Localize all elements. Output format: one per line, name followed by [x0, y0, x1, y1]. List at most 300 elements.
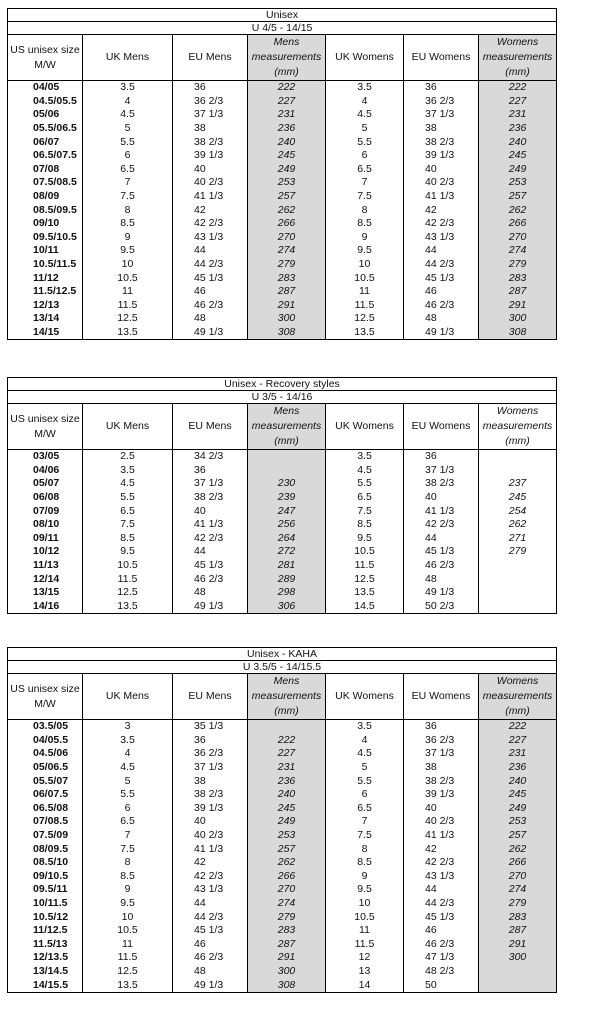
table-body [8, 81, 557, 340]
cell-eu-womens: 43 1/3 [404, 870, 479, 884]
table-row [8, 108, 557, 122]
cell-womens-measurement: 262 [479, 518, 557, 532]
table-row [8, 842, 557, 856]
table-row [8, 81, 557, 95]
cell-uk-mens: 10.5 [83, 924, 173, 938]
table-row [8, 149, 557, 163]
cell-eu-mens: 38 [173, 122, 248, 136]
cell-womens-measurement: 308 [479, 326, 557, 340]
cell-mens-measurement: 283 [248, 924, 326, 938]
cell-eu-mens: 36 [173, 81, 248, 95]
cell-eu-womens: 48 2/3 [404, 965, 479, 979]
cell-uk-mens: 11.5 [83, 572, 173, 586]
cell-uk-mens: 7 [83, 829, 173, 843]
cell-us-size: 07/08.5 [8, 815, 83, 829]
cell-us-size: 06.5/07.5 [8, 149, 83, 163]
cell-eu-womens: 45 1/3 [404, 910, 479, 924]
table-row [8, 883, 557, 897]
cell-womens-measurement: 245 [479, 491, 557, 505]
size-table-unisex [7, 8, 556, 340]
cell-uk-womens: 10.5 [326, 910, 404, 924]
table-row [8, 518, 557, 532]
table-range: U 4/5 - 14/15 [8, 22, 557, 35]
cell-eu-womens: 43 1/3 [404, 231, 479, 245]
cell-mens-measurement [248, 720, 326, 734]
header-eu-mens: EU Mens [173, 35, 248, 81]
cell-mens-measurement: 245 [248, 149, 326, 163]
cell-womens-measurement: 222 [479, 81, 557, 95]
cell-mens-measurement: 308 [248, 326, 326, 340]
cell-eu-womens: 45 1/3 [404, 271, 479, 285]
cell-us-size: 03.5/05 [8, 720, 83, 734]
cell-us-size: 12/13 [8, 299, 83, 313]
cell-us-size: 06.5/08 [8, 802, 83, 816]
cell-uk-womens: 13 [326, 965, 404, 979]
table-row [8, 299, 557, 313]
cell-eu-womens: 47 1/3 [404, 951, 479, 965]
cell-eu-mens: 39 1/3 [173, 149, 248, 163]
cell-uk-womens: 8 [326, 203, 404, 217]
cell-eu-womens: 38 [404, 122, 479, 136]
cell-us-size: 05.5/06.5 [8, 122, 83, 136]
cell-uk-womens: 10 [326, 897, 404, 911]
cell-eu-womens: 38 2/3 [404, 774, 479, 788]
cell-us-size: 08.5/10 [8, 856, 83, 870]
header-womens-measurements: Womens measurements (mm) [479, 404, 557, 450]
cell-uk-mens: 11 [83, 938, 173, 952]
table-row [8, 450, 557, 464]
table-row [8, 910, 557, 924]
cell-eu-mens: 40 2/3 [173, 176, 248, 190]
cell-uk-womens: 6 [326, 788, 404, 802]
cell-womens-measurement: 283 [479, 271, 557, 285]
table-row [8, 163, 557, 177]
cell-eu-womens: 46 2/3 [404, 559, 479, 573]
cell-uk-womens: 8 [326, 842, 404, 856]
cell-womens-measurement: 270 [479, 231, 557, 245]
cell-womens-measurement: 227 [479, 95, 557, 109]
cell-mens-measurement: 231 [248, 761, 326, 775]
cell-uk-womens: 7.5 [326, 504, 404, 518]
cell-eu-mens: 44 2/3 [173, 910, 248, 924]
cell-eu-womens: 41 1/3 [404, 829, 479, 843]
cell-womens-measurement: 257 [479, 190, 557, 204]
cell-uk-mens: 13.5 [83, 600, 173, 614]
cell-us-size: 07/09 [8, 504, 83, 518]
cell-us-size: 07.5/08.5 [8, 176, 83, 190]
table-range: U 3.5/5 - 14/15.5 [8, 661, 557, 674]
cell-uk-womens: 11.5 [326, 299, 404, 313]
table-row [8, 856, 557, 870]
cell-womens-measurement: 291 [479, 299, 557, 313]
cell-womens-measurement [479, 600, 557, 614]
cell-uk-womens: 5.5 [326, 774, 404, 788]
cell-womens-measurement: 291 [479, 938, 557, 952]
table-row [8, 747, 557, 761]
header-us-size: US unisex size M/W [8, 35, 83, 81]
cell-womens-measurement: 245 [479, 788, 557, 802]
cell-mens-measurement: 266 [248, 870, 326, 884]
table-row [8, 176, 557, 190]
cell-uk-mens: 12.5 [83, 965, 173, 979]
cell-us-size: 14/15.5 [8, 978, 83, 992]
cell-eu-mens: 41 1/3 [173, 518, 248, 532]
header-eu-womens: EU Womens [404, 674, 479, 720]
cell-womens-measurement [479, 978, 557, 992]
cell-eu-mens: 39 1/3 [173, 802, 248, 816]
cell-eu-mens: 41 1/3 [173, 842, 248, 856]
cell-uk-mens: 2.5 [83, 450, 173, 464]
cell-mens-measurement: 291 [248, 299, 326, 313]
table-row [8, 532, 557, 546]
table-row [8, 312, 557, 326]
cell-uk-womens: 4.5 [326, 108, 404, 122]
cell-uk-mens: 11 [83, 285, 173, 299]
cell-mens-measurement: 231 [248, 108, 326, 122]
cell-mens-measurement: 239 [248, 491, 326, 505]
cell-womens-measurement: 271 [479, 532, 557, 546]
cell-uk-mens: 8.5 [83, 532, 173, 546]
cell-uk-mens: 4.5 [83, 477, 173, 491]
table-row [8, 464, 557, 478]
cell-uk-womens: 11.5 [326, 559, 404, 573]
cell-us-size: 10.5/12 [8, 910, 83, 924]
table-row [8, 978, 557, 992]
cell-womens-measurement: 240 [479, 774, 557, 788]
cell-uk-mens: 7.5 [83, 190, 173, 204]
cell-mens-measurement: 274 [248, 244, 326, 258]
cell-uk-womens: 3.5 [326, 450, 404, 464]
cell-mens-measurement [248, 464, 326, 478]
cell-uk-mens: 9 [83, 231, 173, 245]
cell-eu-mens: 38 2/3 [173, 491, 248, 505]
cell-eu-womens: 45 1/3 [404, 545, 479, 559]
cell-eu-mens: 49 1/3 [173, 600, 248, 614]
cell-eu-womens: 37 1/3 [404, 108, 479, 122]
cell-eu-mens: 49 1/3 [173, 326, 248, 340]
cell-uk-mens: 4 [83, 747, 173, 761]
cell-mens-measurement: 287 [248, 938, 326, 952]
cell-uk-mens: 5 [83, 122, 173, 136]
cell-uk-womens: 13.5 [326, 586, 404, 600]
cell-uk-mens: 11.5 [83, 299, 173, 313]
cell-womens-measurement: 245 [479, 149, 557, 163]
header-eu-womens: EU Womens [404, 404, 479, 450]
cell-eu-womens: 39 1/3 [404, 149, 479, 163]
cell-uk-mens: 13.5 [83, 326, 173, 340]
header-mens-measurements: Mens measurements (mm) [248, 404, 326, 450]
table-row [8, 326, 557, 340]
cell-uk-womens: 12 [326, 951, 404, 965]
cell-eu-womens: 50 2/3 [404, 600, 479, 614]
cell-mens-measurement: 291 [248, 951, 326, 965]
cell-womens-measurement: 222 [479, 720, 557, 734]
table-body [8, 450, 557, 614]
cell-mens-measurement: 279 [248, 258, 326, 272]
cell-eu-womens: 42 2/3 [404, 856, 479, 870]
cell-us-size: 11/13 [8, 559, 83, 573]
cell-mens-measurement: 222 [248, 734, 326, 748]
cell-eu-womens: 46 [404, 285, 479, 299]
cell-womens-measurement [479, 450, 557, 464]
cell-uk-mens: 6.5 [83, 163, 173, 177]
cell-mens-measurement: 253 [248, 176, 326, 190]
cell-mens-measurement: 274 [248, 897, 326, 911]
cell-eu-mens: 48 [173, 312, 248, 326]
cell-mens-measurement: 262 [248, 203, 326, 217]
cell-mens-measurement: 256 [248, 518, 326, 532]
cell-uk-womens: 9.5 [326, 532, 404, 546]
cell-us-size: 03/05 [8, 450, 83, 464]
header-uk-mens: UK Mens [83, 35, 173, 81]
cell-uk-mens: 10.5 [83, 559, 173, 573]
cell-eu-mens: 36 2/3 [173, 95, 248, 109]
cell-uk-womens: 9.5 [326, 244, 404, 258]
cell-mens-measurement: 287 [248, 285, 326, 299]
cell-eu-womens: 42 2/3 [404, 217, 479, 231]
cell-us-size: 09.5/10.5 [8, 231, 83, 245]
cell-mens-measurement: 227 [248, 95, 326, 109]
table-row [8, 244, 557, 258]
cell-uk-womens: 3.5 [326, 81, 404, 95]
table-row [8, 586, 557, 600]
cell-womens-measurement: 231 [479, 747, 557, 761]
cell-womens-measurement: 262 [479, 842, 557, 856]
table-row [8, 815, 557, 829]
cell-uk-womens: 8.5 [326, 856, 404, 870]
table-row [8, 802, 557, 816]
cell-eu-mens: 42 [173, 203, 248, 217]
cell-eu-mens: 35 1/3 [173, 720, 248, 734]
cell-mens-measurement: 227 [248, 747, 326, 761]
cell-uk-womens: 11.5 [326, 938, 404, 952]
table-row [8, 95, 557, 109]
cell-uk-womens: 4.5 [326, 464, 404, 478]
cell-womens-measurement: 254 [479, 504, 557, 518]
header-uk-mens: UK Mens [83, 404, 173, 450]
table-row [8, 600, 557, 614]
cell-uk-womens: 7.5 [326, 190, 404, 204]
cell-uk-womens: 6.5 [326, 802, 404, 816]
cell-eu-mens: 40 2/3 [173, 829, 248, 843]
cell-eu-womens: 42 2/3 [404, 518, 479, 532]
cell-uk-womens: 12.5 [326, 312, 404, 326]
cell-eu-womens: 38 2/3 [404, 477, 479, 491]
cell-us-size: 13/14.5 [8, 965, 83, 979]
cell-uk-mens: 11.5 [83, 951, 173, 965]
table-row [8, 829, 557, 843]
cell-us-size: 10/12 [8, 545, 83, 559]
cell-uk-womens: 7 [326, 815, 404, 829]
cell-uk-womens: 11 [326, 285, 404, 299]
table-row [8, 870, 557, 884]
cell-womens-measurement: 270 [479, 870, 557, 884]
header-us-size: US unisex size M/W [8, 404, 83, 450]
cell-us-size: 11/12 [8, 271, 83, 285]
cell-eu-mens: 44 2/3 [173, 258, 248, 272]
table-row [8, 190, 557, 204]
cell-mens-measurement: 262 [248, 856, 326, 870]
cell-eu-womens: 36 [404, 450, 479, 464]
cell-us-size: 11/12.5 [8, 924, 83, 938]
cell-womens-measurement: 253 [479, 176, 557, 190]
size-table-recovery [7, 377, 556, 614]
table-row [8, 761, 557, 775]
cell-womens-measurement: 274 [479, 883, 557, 897]
cell-womens-measurement: 300 [479, 951, 557, 965]
cell-uk-mens: 9 [83, 883, 173, 897]
cell-uk-womens: 10 [326, 258, 404, 272]
cell-uk-mens: 9.5 [83, 897, 173, 911]
cell-eu-mens: 42 2/3 [173, 217, 248, 231]
cell-uk-womens: 6.5 [326, 163, 404, 177]
cell-womens-measurement: 249 [479, 802, 557, 816]
cell-uk-mens: 5.5 [83, 135, 173, 149]
cell-uk-mens: 9.5 [83, 545, 173, 559]
cell-uk-womens: 8.5 [326, 217, 404, 231]
table-row [8, 559, 557, 573]
cell-us-size: 04/05 [8, 81, 83, 95]
header-womens-measurements: Womens measurements (mm) [479, 674, 557, 720]
cell-eu-mens: 44 [173, 244, 248, 258]
cell-eu-mens: 37 1/3 [173, 477, 248, 491]
cell-uk-womens: 11 [326, 924, 404, 938]
cell-womens-measurement: 279 [479, 258, 557, 272]
cell-uk-womens: 5.5 [326, 477, 404, 491]
cell-eu-mens: 46 [173, 285, 248, 299]
cell-mens-measurement: 230 [248, 477, 326, 491]
cell-eu-mens: 46 2/3 [173, 572, 248, 586]
cell-eu-womens: 36 2/3 [404, 95, 479, 109]
cell-womens-measurement: 236 [479, 122, 557, 136]
cell-womens-measurement: 266 [479, 856, 557, 870]
cell-eu-womens: 46 2/3 [404, 938, 479, 952]
cell-mens-measurement: 264 [248, 532, 326, 546]
cell-us-size: 10.5/11.5 [8, 258, 83, 272]
table-row [8, 122, 557, 136]
cell-us-size: 08/10 [8, 518, 83, 532]
cell-uk-mens: 6 [83, 149, 173, 163]
cell-uk-mens: 12.5 [83, 586, 173, 600]
cell-uk-womens: 10.5 [326, 545, 404, 559]
cell-eu-mens: 48 [173, 965, 248, 979]
cell-us-size: 04/06 [8, 464, 83, 478]
table-row [8, 217, 557, 231]
cell-mens-measurement: 257 [248, 190, 326, 204]
cell-uk-womens: 5.5 [326, 135, 404, 149]
cell-us-size: 04/05.5 [8, 734, 83, 748]
cell-eu-womens: 49 1/3 [404, 586, 479, 600]
cell-eu-womens: 44 [404, 244, 479, 258]
cell-uk-womens: 5 [326, 122, 404, 136]
cell-uk-mens: 4.5 [83, 761, 173, 775]
cell-uk-mens: 13.5 [83, 978, 173, 992]
cell-mens-measurement: 266 [248, 217, 326, 231]
cell-womens-measurement [479, 586, 557, 600]
cell-eu-mens: 36 [173, 464, 248, 478]
table-row [8, 774, 557, 788]
cell-eu-womens: 44 2/3 [404, 897, 479, 911]
cell-womens-measurement: 240 [479, 135, 557, 149]
cell-uk-mens: 8 [83, 203, 173, 217]
cell-womens-measurement [479, 464, 557, 478]
cell-womens-measurement: 227 [479, 734, 557, 748]
cell-us-size: 12/14 [8, 572, 83, 586]
cell-mens-measurement: 300 [248, 965, 326, 979]
cell-womens-measurement: 257 [479, 829, 557, 843]
cell-uk-mens: 7 [83, 176, 173, 190]
cell-us-size: 05/06 [8, 108, 83, 122]
cell-us-size: 13/14 [8, 312, 83, 326]
cell-womens-measurement [479, 559, 557, 573]
cell-eu-womens: 39 1/3 [404, 788, 479, 802]
cell-uk-womens: 9.5 [326, 883, 404, 897]
cell-us-size: 11.5/12.5 [8, 285, 83, 299]
cell-uk-mens: 5.5 [83, 491, 173, 505]
cell-uk-mens: 9.5 [83, 244, 173, 258]
table-row [8, 231, 557, 245]
cell-womens-measurement: 279 [479, 545, 557, 559]
cell-eu-mens: 38 2/3 [173, 135, 248, 149]
cell-us-size: 13/15 [8, 586, 83, 600]
cell-us-size: 04.5/05.5 [8, 95, 83, 109]
cell-us-size: 09/10 [8, 217, 83, 231]
cell-mens-measurement: 300 [248, 312, 326, 326]
cell-eu-mens: 40 [173, 163, 248, 177]
cell-eu-womens: 42 [404, 203, 479, 217]
cell-eu-womens: 49 1/3 [404, 326, 479, 340]
cell-womens-measurement: 266 [479, 217, 557, 231]
cell-womens-measurement: 231 [479, 108, 557, 122]
cell-uk-mens: 12.5 [83, 312, 173, 326]
cell-eu-womens: 50 [404, 978, 479, 992]
cell-eu-womens: 44 [404, 532, 479, 546]
cell-us-size: 09.5/11 [8, 883, 83, 897]
cell-eu-mens: 40 [173, 815, 248, 829]
cell-uk-mens: 8 [83, 856, 173, 870]
cell-eu-mens: 38 [173, 774, 248, 788]
cell-eu-mens: 44 [173, 545, 248, 559]
cell-mens-measurement: 249 [248, 815, 326, 829]
table-title: Unisex [8, 9, 557, 22]
header-eu-mens: EU Mens [173, 674, 248, 720]
cell-uk-womens: 4 [326, 95, 404, 109]
table-title: Unisex - Recovery styles [8, 378, 557, 391]
cell-womens-measurement: 274 [479, 244, 557, 258]
cell-mens-measurement [248, 450, 326, 464]
cell-eu-mens: 44 [173, 897, 248, 911]
cell-mens-measurement: 270 [248, 231, 326, 245]
table-title: Unisex - KAHA [8, 648, 557, 661]
cell-eu-womens: 48 [404, 312, 479, 326]
header-eu-womens: EU Womens [404, 35, 479, 81]
cell-uk-mens: 5.5 [83, 788, 173, 802]
cell-uk-mens: 10 [83, 258, 173, 272]
table-body [8, 720, 557, 993]
table-row [8, 271, 557, 285]
header-mens-measurements: Mens measurements (mm) [248, 35, 326, 81]
table-row [8, 135, 557, 149]
cell-mens-measurement: 298 [248, 586, 326, 600]
cell-uk-mens: 5 [83, 774, 173, 788]
cell-us-size: 05.5/07 [8, 774, 83, 788]
table-range: U 3/5 - 14/16 [8, 391, 557, 404]
cell-eu-mens: 38 2/3 [173, 788, 248, 802]
cell-uk-womens: 6.5 [326, 491, 404, 505]
cell-uk-mens: 4 [83, 95, 173, 109]
cell-eu-womens: 36 [404, 81, 479, 95]
cell-uk-mens: 3.5 [83, 734, 173, 748]
